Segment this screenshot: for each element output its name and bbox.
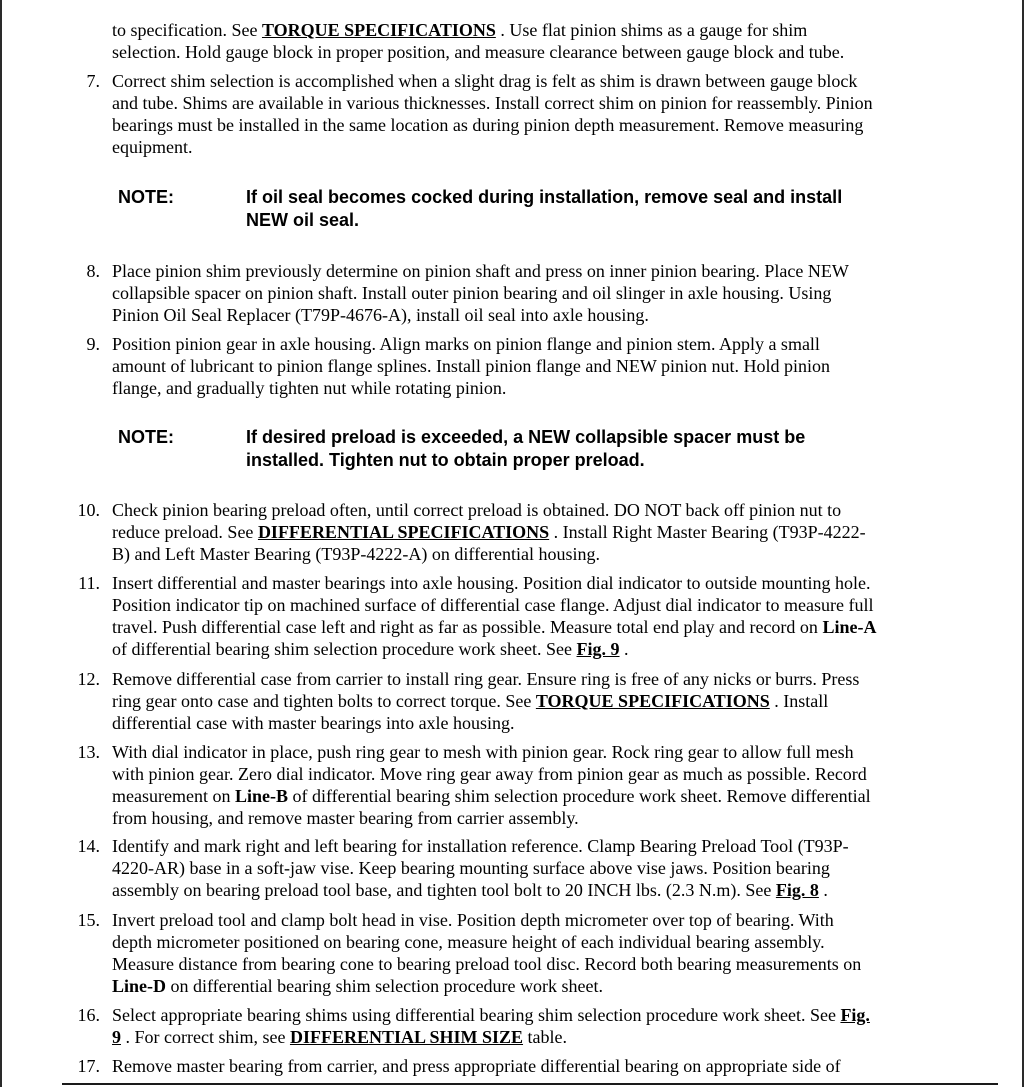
step-line: Invert preload tool and clamp bolt head in vise. Position depth micrometer over top of bearing. With [112,910,834,930]
step-line: 4220-AR) base in a soft-jaw vise. Keep bearing mounting surface above vise jaws. Position bearing [112,858,830,878]
page-left-border [0,0,2,1087]
step-number: 11. [78,573,100,593]
line-a-label: Line-A [822,617,877,637]
step-line: and tube. Shims are available in various thicknesses. Install correct shim on pinion for reassembly. Pinion [112,93,873,113]
torque-specifications-link[interactable]: TORQUE SPECIFICATIONS [535,691,770,711]
step-line: Remove differential case from carrier to install ring gear. Ensure ring is free of any nicks or burrs. Press [112,669,860,689]
step-number: 10. [77,500,100,520]
text: table. [523,1027,567,1047]
step-8 [86,260,968,326]
step-number: 13. [77,742,100,762]
step-line: Position indicator tip on machined surface of differential case flange. Adjust dial indicator to measure full [112,595,874,615]
text: . Install [769,691,829,711]
text: . [818,880,828,900]
step-line: depth micrometer positioned on bearing cone, measure height of each individual bearing assembly. [112,932,825,952]
step-number: 16. [77,1005,100,1025]
torque-specifications-link[interactable]: TORQUE SPECIFICATIONS [261,20,496,40]
step-line: Check pinion bearing preload often, until correct preload is obtained. DO NOT back off pinion nut to [112,500,842,520]
step-line: from housing, and remove master bearing from carrier assembly. [112,808,579,828]
fig-9-link[interactable]: Fig. [840,1005,870,1025]
note-label: NOTE: [118,427,174,447]
step-line: equipment. [112,137,193,157]
step-line: Correct shim selection is accomplished when a slight drag is felt as shim is drawn between gauge block [112,71,858,91]
text: travel. Push differential case left and right as far as possible. Measure total end play and record on [112,617,823,637]
step-line: Position pinion gear in axle housing. Align marks on pinion flange and pinion stem. Apply a small [112,334,820,354]
fig-9-link-continued[interactable]: 9 [112,1027,121,1047]
step-number: 12. [77,669,100,689]
text: ring gear onto case and tighten bolts to correct torque. See [112,691,536,711]
note-line: If oil seal becomes cocked during installation, remove seal and install [246,187,843,207]
note-text [246,186,926,232]
step-line: Insert differential and master bearings into axle housing. Position dial indicator to outside mounting hole. [112,573,871,593]
text: . Install Right Master Bearing (T93P-4222- [549,522,866,542]
text: measurement on [112,786,235,806]
step-7 [86,70,968,158]
note-line: NEW oil seal. [246,210,360,230]
text: reduce preload. See [112,522,258,542]
step-number: 14. [77,836,100,856]
step-13 [77,741,968,829]
note-label: NOTE: [118,187,174,207]
text: selection. Hold gauge block in proper position, and measure clearance between gauge block and tube. [112,42,845,62]
text: . [619,639,629,659]
step-10 [77,499,968,565]
text: of differential bearing shim selection procedure work sheet. See [112,639,577,659]
step-16 [77,1004,968,1048]
text: of differential bearing shim selection procedure work sheet. Remove differential [287,786,871,806]
step-line: Identify and mark right and left bearing for installation reference. Clamp Bearing Preload Tool (T93P- [112,836,849,856]
fig-8-link[interactable]: Fig. 8 [775,880,819,900]
step-line: Remove master bearing from carrier, and press appropriate differential bearing on appropriate side of [112,1056,841,1076]
step-line: collapsible spacer on pinion shaft. Install outer pinion bearing and oil slinger in axle housing. Using [112,283,832,303]
step-6-continuation [112,19,942,63]
step-line: flange, and gradually tighten nut while rotating pinion. [112,378,507,398]
differential-specifications-link[interactable]: DIFFERENTIAL SPECIFICATIONS [257,522,550,542]
note-line: installed. Tighten nut to obtain proper preload. [246,450,645,470]
step-number: 15. [77,910,100,930]
step-11 [78,572,968,660]
text: . For correct shim, see [121,1027,290,1047]
step-number: 7. [86,71,100,91]
step-line: Place pinion shim previously determine on pinion shaft and press on inner pinion bearing. Place NEW [112,261,849,281]
page-bottom-rule [62,1083,998,1085]
text: assembly on bearing preload tool base, and tighten tool bolt to 20 INCH lbs. (2.3 N.m). See [112,880,776,900]
step-line: amount of lubricant to pinion flange splines. Install pinion flange and NEW pinion nut. Hold pinion [112,356,831,376]
step-line: B) and Left Master Bearing (T93P-4222-A) on differential housing. [112,544,601,564]
step-14 [77,835,968,901]
step-line: differential case with master bearings into axle housing. [112,713,515,733]
note-text [246,426,926,472]
text: to specification. See [112,20,262,40]
step-line: Pinion Oil Seal Replacer (T79P-4676-A), install oil seal into axle housing. [112,305,649,325]
fig-9-link[interactable]: Fig. 9 [576,639,620,659]
step-9 [86,333,968,399]
step-line: with pinion gear. Zero dial indicator. Move ring gear away from pinion gear as much as possible. Record [112,764,867,784]
note-line: If desired preload is exceeded, a NEW collapsible spacer must be [246,427,806,447]
step-number: 8. [86,261,100,281]
step-line: bearings must be installed in the same location as during pinion depth measurement. Remove measuring [112,115,864,135]
step-12 [77,668,968,734]
text: . Use flat pinion shims as a gauge for shim [495,20,808,40]
step-number: 17. [77,1056,100,1076]
line-b-label: Line-B [234,786,288,806]
line-d-label: Line-D [112,976,166,996]
text: Select appropriate bearing shims using differential bearing shim selection procedure work sheet. See [112,1005,841,1025]
step-17 [77,1055,968,1077]
text: on differential bearing shim selection procedure work sheet. [166,976,604,996]
step-line: With dial indicator in place, push ring gear to mesh with pinion gear. Rock ring gear to allow full mesh [112,742,854,762]
step-number: 9. [86,334,100,354]
step-line: Measure distance from bearing cone to bearing preload tool disc. Record both bearing measurements on [112,954,862,974]
step-15 [77,909,968,997]
differential-shim-size-link[interactable]: DIFFERENTIAL SHIM SIZE [289,1027,524,1047]
